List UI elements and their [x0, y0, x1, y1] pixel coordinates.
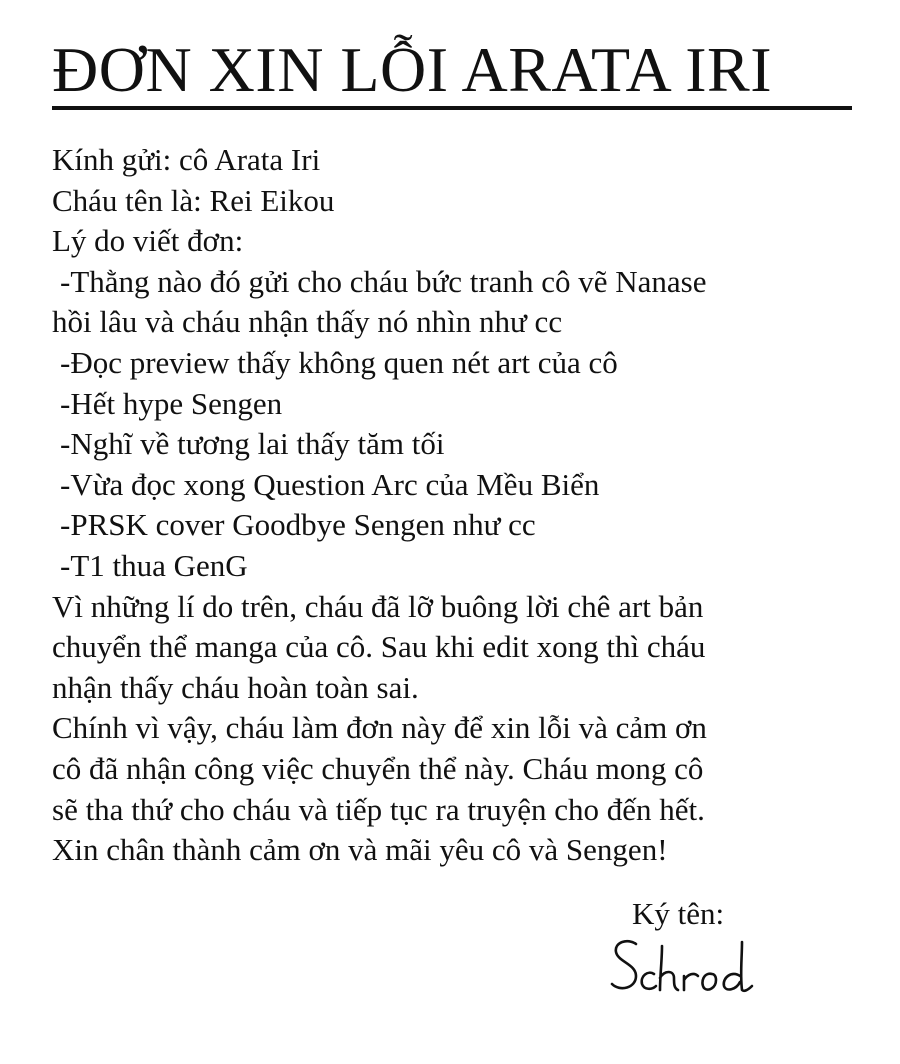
reason-item-5: -Vừa đọc xong Question Arc của Mều Biển — [60, 466, 600, 502]
letter-body — [52, 140, 862, 871]
reason-item-1: -Thằng nào đó gửi cho cháu bức tranh cô vẽ Nanase — [60, 263, 707, 299]
reason-item-6: -PRSK cover Goodbye Sengen như cc — [60, 507, 536, 543]
paragraph-1-line-1: Vì những lí do trên, cháu đã lỡ buông lời chê art bản — [52, 588, 704, 624]
recipient-line: Kính gửi: cô Arata Iri — [52, 142, 321, 177]
paragraph-1-line-3: nhận thấy cháu hoàn toàn sai. — [52, 669, 419, 705]
reason-item-2: -Đọc preview thấy không quen nét art của cô — [60, 344, 618, 380]
letter-title: ĐƠN XIN LỖI ARATA IRI — [52, 34, 772, 105]
signature-label: Ký tên: — [632, 896, 725, 931]
title-underline — [52, 106, 852, 110]
closing-line: Xin chân thành cảm ơn và mãi yêu cô và Sengen! — [52, 832, 668, 868]
handwritten-signature — [606, 930, 776, 1010]
paragraph-2-line-1: Chính vì vậy, cháu làm đơn này để xin lỗi và cảm ơn — [52, 710, 707, 746]
reason-item-1-continued: hồi lâu và cháu nhận thấy nó nhìn như cc — [52, 304, 563, 340]
signature-drawing — [606, 930, 776, 1010]
reason-item-3: -Hết hype Sengen — [60, 385, 283, 421]
reason-item-7: -T1 thua GenG — [60, 547, 248, 583]
reason-heading: Lý do viết đơn: — [52, 223, 244, 259]
sender-line: Cháu tên là: Rei Eikou — [52, 182, 335, 218]
paragraph-2-line-3: sẽ tha thứ cho cháu và tiếp tục ra truyện cho đến hết. — [52, 791, 705, 827]
paragraph-2-line-2: cô đã nhận công việc chuyển thể này. Cháu mong cô — [52, 750, 704, 786]
reason-item-4: -Nghĩ về tương lai thấy tăm tối — [60, 426, 445, 462]
paragraph-1-line-2: chuyển thể manga của cô. Sau khi edit xong thì cháu — [52, 629, 706, 665]
